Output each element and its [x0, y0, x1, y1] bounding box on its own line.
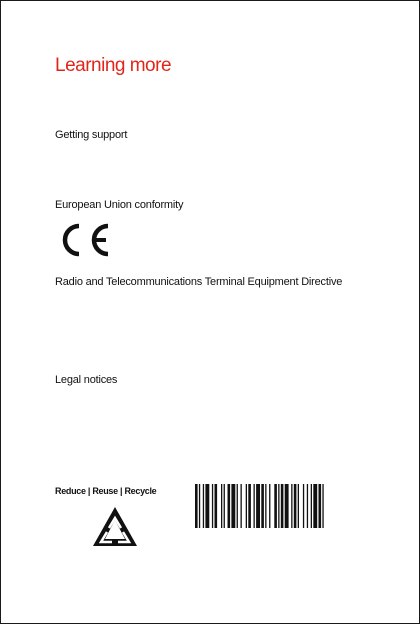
barcode-bar: [215, 484, 218, 528]
barcode-bar: [311, 484, 312, 528]
barcode-bar: [281, 484, 284, 528]
section-heading-eu-conformity: European Union conformity: [55, 199, 184, 211]
barcode-bar: [212, 484, 213, 528]
barcode-bar: [294, 484, 297, 528]
section-heading-legal-notices: Legal notices: [55, 374, 118, 386]
recycle-label: Reduce | Reuse | Recycle: [55, 486, 157, 496]
barcode-bar: [291, 484, 292, 528]
barcode-bar: [228, 484, 231, 528]
barcode-bar: [256, 484, 260, 528]
barcode-bar: [307, 484, 308, 528]
barcode-bar: [274, 484, 277, 528]
barcode-bar: [195, 484, 198, 528]
barcode-bar: [322, 484, 323, 528]
barcode-bar: [278, 484, 279, 528]
barcode-bar: [265, 484, 266, 528]
page-title: Learning more: [55, 55, 172, 76]
barcode-icon: [195, 484, 365, 528]
barcode-bar: [298, 484, 299, 528]
barcode-bar: [199, 484, 200, 528]
barcode-bar: [254, 484, 255, 528]
recycle-icon: [92, 506, 138, 552]
ce-mark-icon: [54, 220, 114, 260]
barcode-bar: [248, 484, 251, 528]
section-heading-rtte-directive: Radio and Telecommunications Terminal Equipment Directive: [55, 276, 343, 288]
barcode-bar: [237, 484, 238, 528]
barcode-bar: [231, 484, 235, 528]
barcode-bar: [221, 484, 222, 528]
barcode-bar: [313, 484, 317, 528]
barcode-bar: [303, 484, 304, 528]
barcode-bar: [285, 484, 289, 528]
barcode-bar: [241, 484, 242, 528]
section-heading-getting-support: Getting support: [55, 129, 128, 141]
barcode-bar: [269, 484, 270, 528]
barcode-bar: [203, 484, 204, 528]
barcode-bar: [205, 484, 209, 528]
barcode-bar: [319, 484, 322, 528]
barcode-bar: [224, 484, 225, 528]
barcode-bar: [246, 484, 247, 528]
barcode-bar: [261, 484, 264, 528]
